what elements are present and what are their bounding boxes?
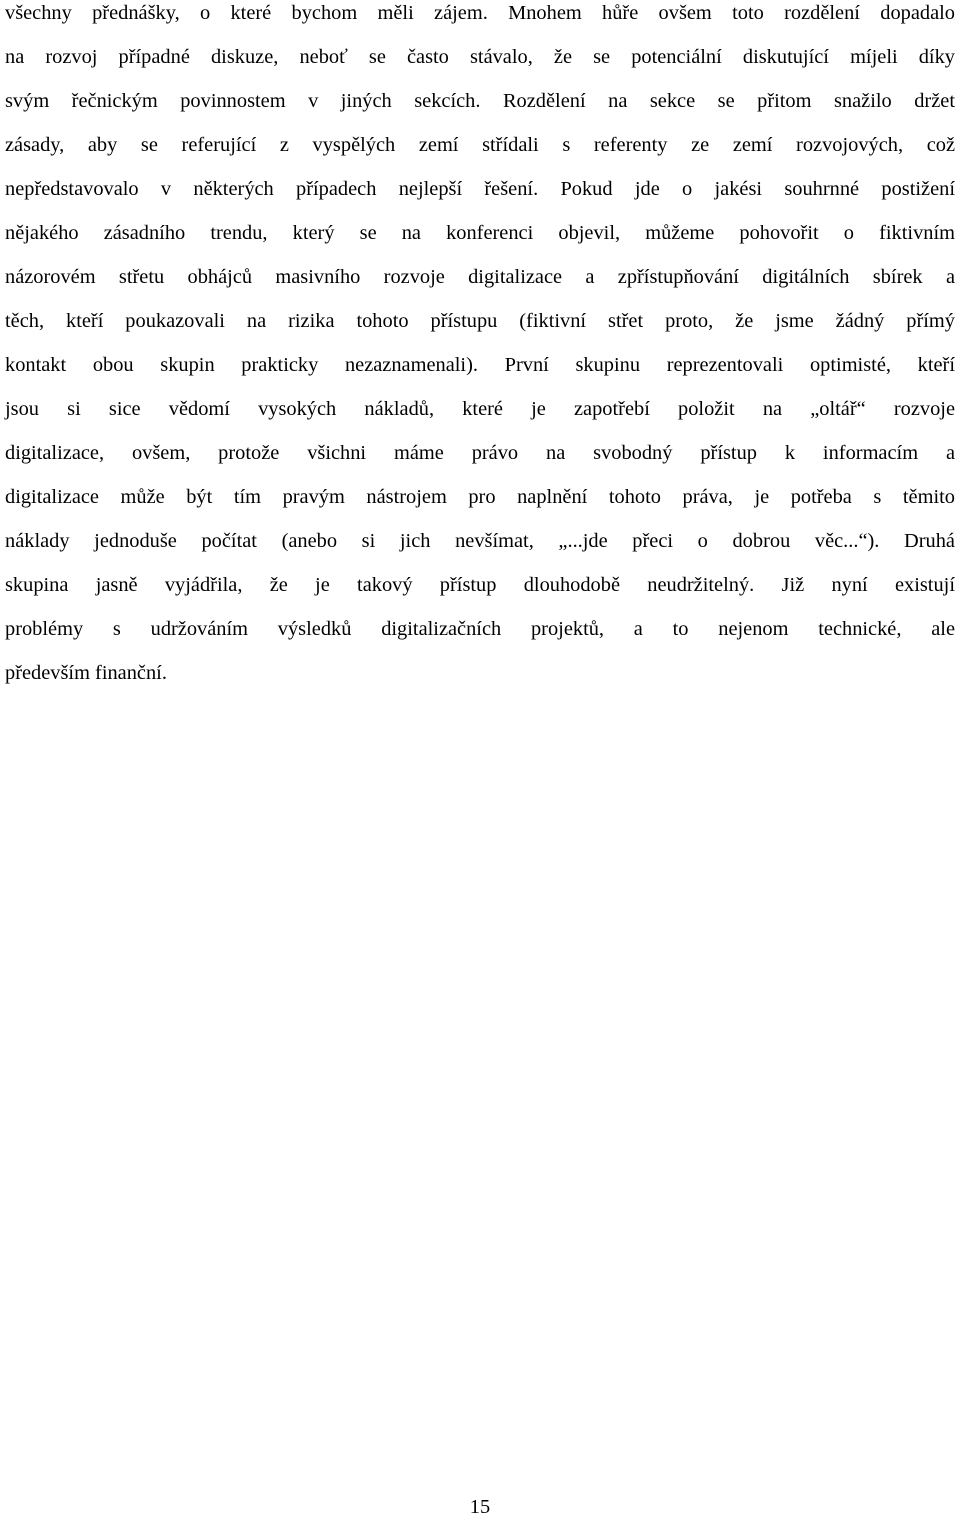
paragraph-line: zásady, aby se referující z vyspělých zemí střídali s referenty ze zemí rozvojových, což xyxy=(5,134,955,156)
body-paragraph xyxy=(5,0,955,704)
paragraph-line: těch, kteří poukazovali na rizika tohoto přístupu (fiktivní střet proto, že jsme žádný přímý xyxy=(5,310,955,332)
paragraph-line: všechny přednášky, o které bychom měli zájem. Mnohem hůře ovšem toto rozdělení dopadalo xyxy=(5,2,955,24)
paragraph-line: svým řečnickým povinnostem v jiných sekcích. Rozdělení na sekce se přitom snažilo držet xyxy=(5,90,955,112)
page-number: 15 xyxy=(469,1496,491,1518)
paragraph-line: náklady jednoduše počítat (anebo si jich nevšímat, „...jde přeci o dobrou věc...“). Druhá xyxy=(5,530,955,552)
paragraph-line: jsou si sice vědomí vysokých nákladů, které je zapotřebí položit na „oltář“ rozvoje xyxy=(5,398,955,420)
paragraph-line: na rozvoj případné diskuze, neboť se často stávalo, že se potenciální diskutující míjeli díky xyxy=(5,46,955,68)
paragraph-line: nějakého zásadního trendu, který se na konferenci objevil, můžeme pohovořit o fiktivním xyxy=(5,222,955,244)
paragraph-line: nepředstavovalo v některých případech nejlepší řešení. Pokud jde o jakési souhrnné postižení xyxy=(5,178,955,200)
paragraph-line: digitalizace může být tím pravým nástrojem pro naplnění tohoto práva, je potřeba s těmito xyxy=(5,486,955,508)
paragraph-line: názorovém střetu obhájců masivního rozvoje digitalizace a zpřístupňování digitálních sbírek a xyxy=(5,266,955,288)
paragraph-line: především finanční. xyxy=(5,662,167,684)
paragraph-line: kontakt obou skupin prakticky nezaznamenali). První skupinu reprezentovali optimisté, kteří xyxy=(5,354,955,376)
paragraph-line: problémy s udržováním výsledků digitalizačních projektů, a to nejenom technické, ale xyxy=(5,618,955,640)
paragraph-line: digitalizace, ovšem, protože všichni máme právo na svobodný přístup k informacím a xyxy=(5,442,955,464)
paragraph-line: skupina jasně vyjádřila, že je takový přístup dlouhodobě neudržitelný. Již nyní existují xyxy=(5,574,955,596)
